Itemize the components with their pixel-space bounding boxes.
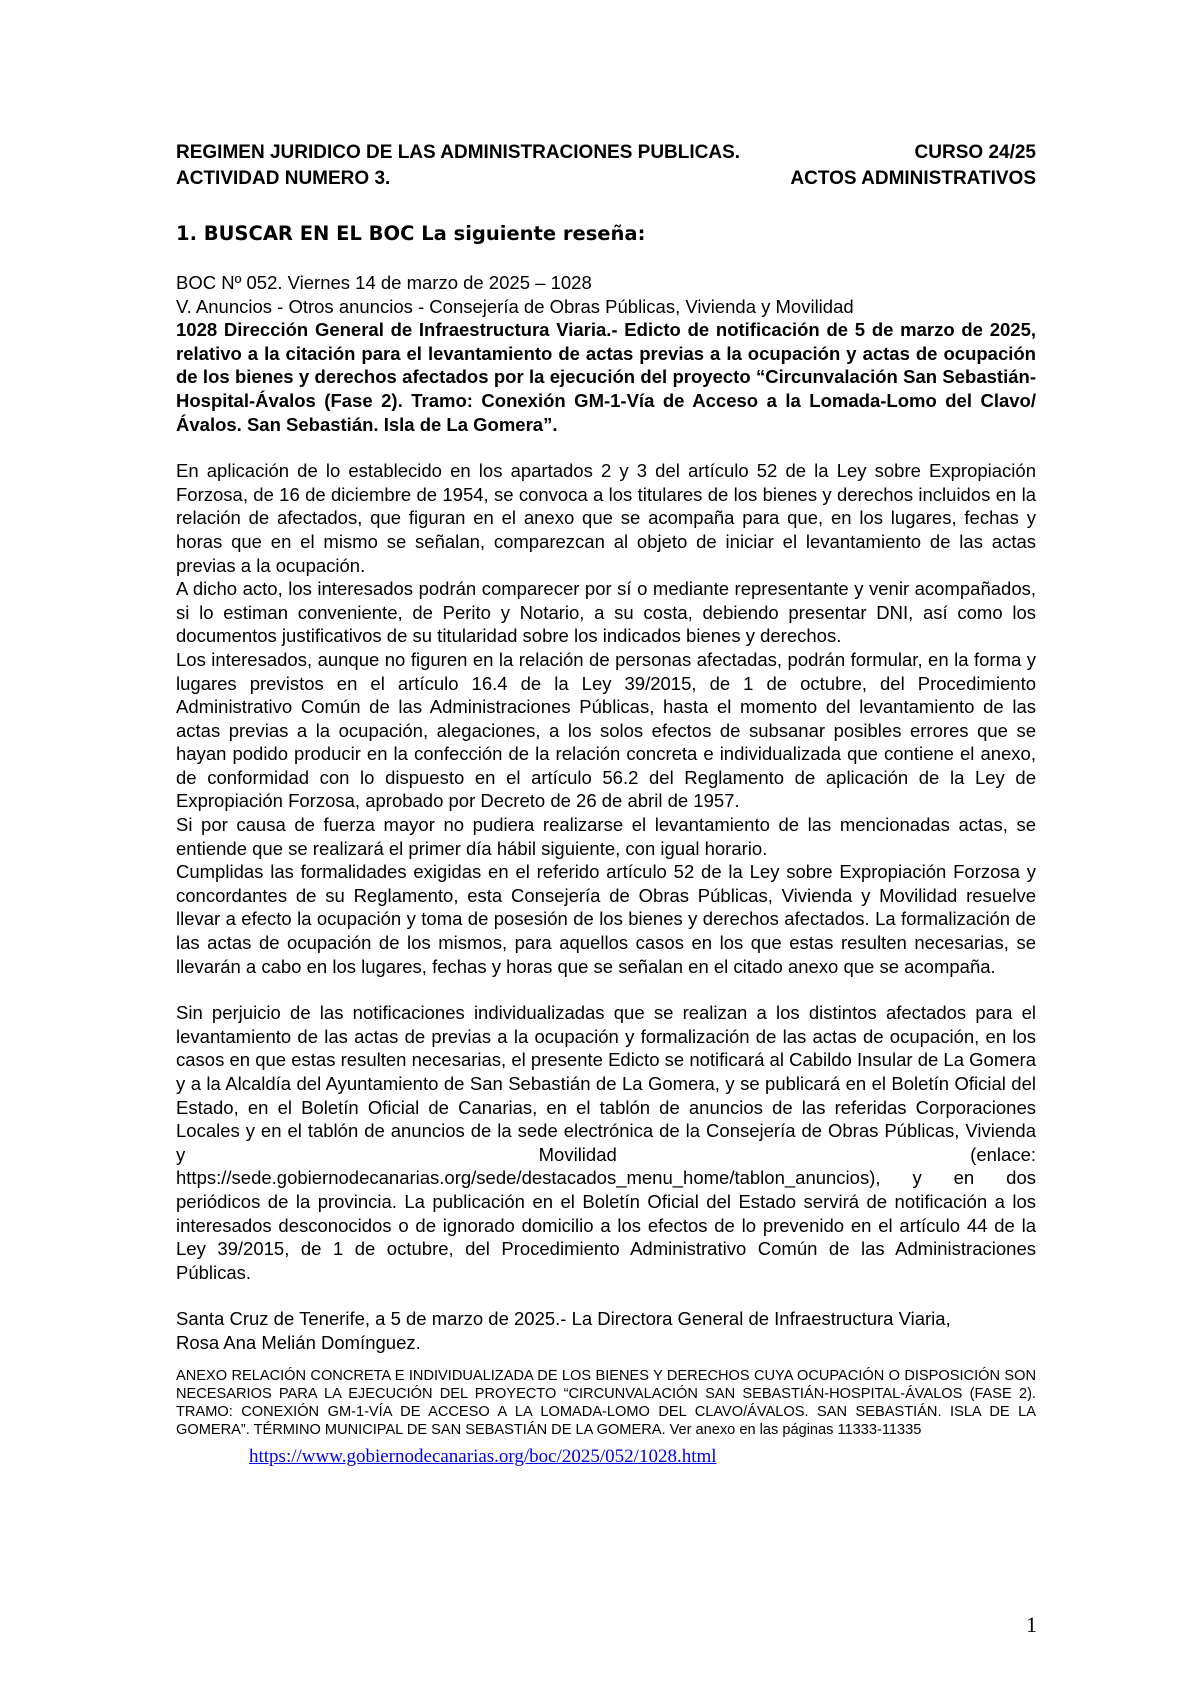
body-paragraph-1: En aplicación de lo establecido en los apartados 2 y 3 del artículo 52 de la Ley sobre Expropiación Forzosa, de 16 de diciembre de 1954, se convoca a los titulares de los bienes y derechos incluidos en la relación de afectados, que figuran en el anexo que se acompaña para que, en los lugares, fechas y horas que en el mismo se señalan, comparezcan al objeto de iniciar el levantamiento de las actas previas a la ocupación. bbox=[176, 460, 1036, 576]
course-title: REGIMEN JURIDICO DE LAS ADMINISTRACIONES PUBLICAS. bbox=[176, 142, 741, 163]
body-paragraph-4: Si por causa de fuerza mayor no pudiera realizarse el levantamiento de las mencionadas actas, se entiende que se realizará el primer día hábil siguiente, con igual horario. bbox=[176, 814, 1036, 859]
signature-line-1: Santa Cruz de Tenerife, a 5 de marzo de 2025.- La Directora General de Infraestructura Viaria, bbox=[176, 1308, 951, 1330]
boc-section-line: V. Anuncios - Otros anuncios - Consejería de Obras Públicas, Vivienda y Movilidad bbox=[176, 295, 854, 317]
anexo-paragraph: ANEXO RELACIÓN CONCRETA E INDIVIDUALIZADA DE LOS BIENES Y DERECHOS CUYA OCUPACIÓN O DISPOSICIÓN SON NECESARIOS PARA LA EJECUCIÓN DEL PROYECTO “CIRCUNVALACIÓN SAN SEBASTIÁN-HOSPITAL-ÁVALOS (FASE 2). TRAMO: CONEXIÓN GM-1-VÍA DE ACCESO A LA LOMADA-LOMO DEL CLAVO/ÁVALOS. SAN SEBASTIÁN. ISLA DE LA GOMERA”. TÉRMINO MUNICIPAL DE SAN SEBASTIÁN DE LA GOMERA. Ver anexo en las páginas 11333-11335 bbox=[176, 1367, 1036, 1439]
header-line-1 bbox=[176, 140, 1036, 166]
body-paragraph-6: Sin perjuicio de las notificaciones individualizadas que se realizan a los distintos afectados para el levantamiento de las actas de previas a la ocupación y formalización de las actas de ocupación, en los casos en que estas resulten necesarias, el presente Edicto se notificará al Cabildo Insular de La Gomera y a la Alcaldía del Ayuntamiento de San Sebastián de La Gomera, y se publicará en el Boletín Oficial del Estado, en el Boletín Oficial de Canarias, en el tablón de anuncios de las referidas Corporaciones Locales y en el tablón de anuncios de la sede electrónica de la Consejería de Obras Públicas, Vivienda y Movilidad (enlace: https://sede.gobiernodecanarias.org/sede/destacados_menu_home/tablon_anuncios), y en dos periódicos de la provincia. La publicación en el Boletín Oficial del Estado servirá de notificación a los interesados desconocidos o de ignorado domicilio a los efectos de lo prevenido en el artículo 44 de la Ley 39/2015, de 1 de octubre, del Procedimiento Administrativo Común de las Administraciones Públicas. bbox=[176, 1002, 1036, 1283]
spacer bbox=[176, 436, 1036, 459]
boc-number-line: BOC Nº 052. Viernes 14 de marzo de 2025 – 1028 bbox=[176, 272, 592, 293]
body-paragraph-3: Los interesados, aunque no figuren en la relación de personas afectadas, podrán formular, en la forma y lugares previstos en el artículo 16.4 de la Ley 39/2015, de 1 de octubre, del Procedimiento Administrativo Común de las Administraciones Públicas, hasta el momento del levantamiento de las actas previas a la ocupación, alegaciones, a los solos efectos de subsanar posibles errores que se hayan podido producir en la confección de la relación concreta e individualizada que contiene el anexo, de conformidad con lo dispuesto en el artículo 56.2 del Reglamento de aplicación de la Ley de Expropiación Forzosa, aprobado por Decreto de 26 de abril de 1957. bbox=[176, 648, 1036, 812]
boc-edict-title: 1028 Dirección General de Infraestructura Viaria.- Edicto de notificación de 5 de marzo de 2025, relativo a la citación para el levantamiento de actas previas a la ocupación y actas de ocupación de los bienes y derechos afectados por la ejecución del proyecto “Circunvalación San Sebastián-Hospital-Ávalos (Fase 2). Tramo: Conexión GM-1-Vía de Acceso a la Lomada-Lomo del Clavo/Ávalos. San Sebastián. Isla de La Gomera”. bbox=[176, 319, 1036, 435]
spacer bbox=[176, 1284, 1036, 1307]
activity-number: ACTIVIDAD NUMERO 3. bbox=[176, 168, 391, 189]
activity-topic: ACTOS ADMINISTRATIVOS bbox=[790, 168, 1036, 189]
course-year: CURSO 24/25 bbox=[914, 142, 1036, 163]
body-paragraph-5: Cumplidas las formalidades exigidas en el referido artículo 52 de la Ley sobre Expropiación Forzosa y concordantes de su Reglamento, esta Consejería de Obras Públicas, Vivienda y Movilidad resuelve llevar a efecto la ocupación y toma de posesión de los bienes y derechos afectados. La formalización de las actas de ocupación de los mismos, para aquellos casos en los que estas resulten necesarias, se llevarán a cabo en los lugares, fechas y horas que se señalan en el citado anexo que se acompaña. bbox=[176, 861, 1036, 977]
signature-line-2: Rosa Ana Melián Domínguez. bbox=[176, 1331, 421, 1353]
boc-link[interactable]: https://www.gobiernodecanarias.org/boc/2025/052/1028.html bbox=[249, 1445, 717, 1467]
page-content bbox=[176, 140, 1036, 1468]
header-line-2 bbox=[176, 166, 1036, 192]
body-paragraph-2: A dicho acto, los interesados podrán comparecer por sí o mediante representante y venir acompañados, si lo estiman conveniente, de Perito y Notario, a su costa, debiendo presentar DNI, así como los documentos justificativos de su titularidad sobre los indicados bienes y derechos. bbox=[176, 578, 1036, 647]
spacer bbox=[176, 978, 1036, 1001]
page-number: 1 bbox=[1026, 1612, 1037, 1637]
task-heading: 1. BUSCAR EN EL BOC La siguiente reseña: bbox=[176, 222, 646, 245]
